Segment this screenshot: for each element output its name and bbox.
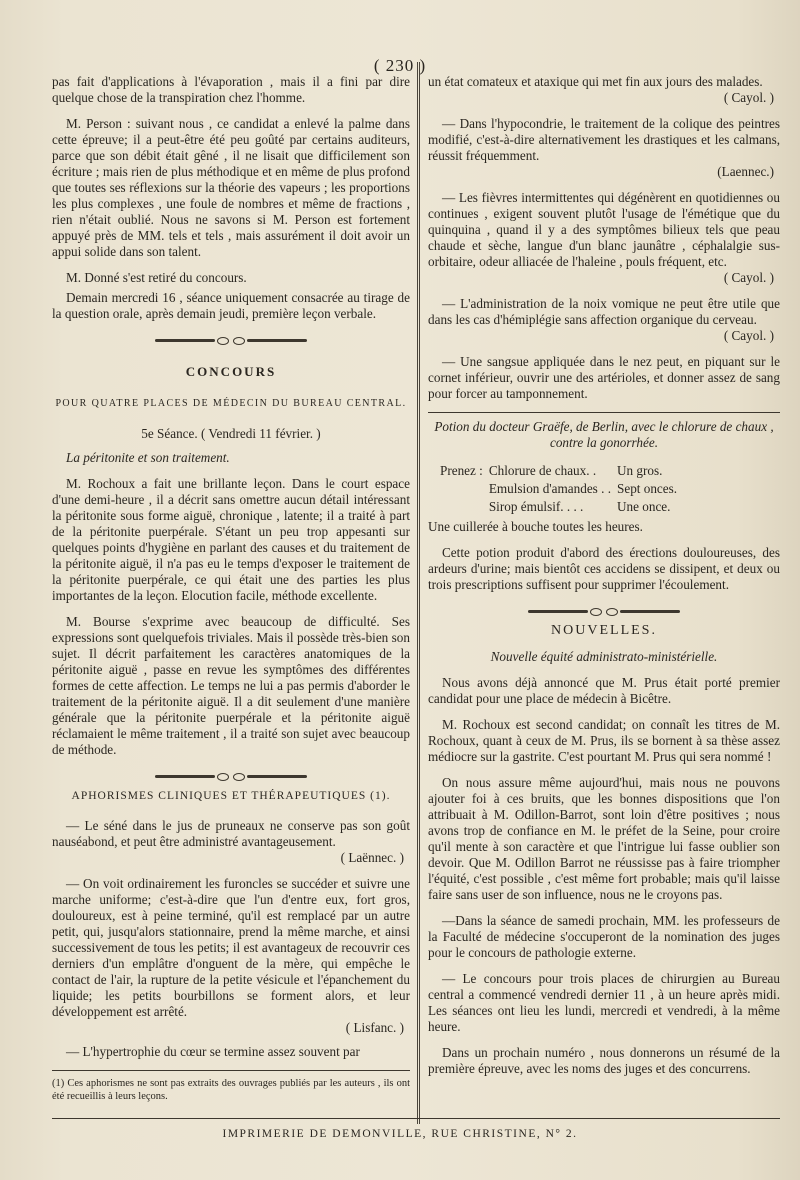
aphorism-paragraph: — Le séné dans le jus de pruneaux ne conserve pas son goût nauséabond, et peut être administré avantageusement. bbox=[52, 818, 410, 849]
recipe-table bbox=[440, 463, 683, 517]
recipe-row bbox=[440, 463, 683, 481]
paragraph: Dans un prochain numéro , nous donnerons un résumé de la première épreuve, avec les noms des juges et des concurrens. bbox=[428, 1045, 780, 1076]
paragraph: un état comateux et ataxique qui met fin aux jours des malades. bbox=[428, 74, 763, 89]
paragraph: Nous avons déjà annoncé que M. Prus était porté premier candidat pour une place de médecin à Bicêtre. bbox=[428, 675, 780, 706]
recipe-row bbox=[440, 481, 683, 499]
paragraph: M. Rochoux est second candidat; on connaît les titres de M. Rochoux, quant à ceux de M. Prus, ils se bornent à sa thèse assez médiocre sur la gastrite. C'est pourtant M. Prus qui sera nommé ! bbox=[428, 717, 780, 764]
section-title-nouvelles: NOUVELLES. bbox=[551, 623, 657, 638]
recipe-cell: Chlorure de chaux. . bbox=[488, 463, 597, 478]
paragraph: pas fait d'applications à l'évaporation , mais il a fini par dire quelque chose de la transpiration chez l'homme. bbox=[52, 74, 410, 105]
recipe-cell: Sirop émulsif. . . . bbox=[488, 499, 584, 514]
section-rule bbox=[428, 412, 780, 413]
section-subtitle: Nouvelle équité administrato-ministérielle. bbox=[490, 649, 718, 664]
recipe-note: Une cuillerée à bouche toutes les heures. bbox=[428, 519, 643, 534]
left-column bbox=[52, 74, 410, 1113]
recipe-cell: Sept onces. bbox=[617, 481, 678, 496]
recipe-cell: Emulsion d'amandes . . bbox=[488, 481, 611, 496]
bottom-rule bbox=[52, 1118, 780, 1119]
author-signature: ( Cayol. ) bbox=[723, 328, 774, 343]
aphorism-paragraph: — Dans l'hypocondrie, le traitement de la colique des peintres modifié, c'est-à-dire alternativement les drastiques et les calmans, réussit fréquemment. bbox=[428, 116, 780, 163]
aphorism-paragraph: — On voit ordinairement les furoncles se succéder et suivre une marche uniforme; c'est-à-dire que l'un d'entre eux, fort gros, douloureux, est à peine terminé, qu'il est remplacé par un autre petit, qui, jusqu'alors stationnaire, prend la même marche, et ainsi successivement de tous les petits; il est avantageux de recouvrir ces derniers d'un emplâtre d'onguent de la mère, qui empêche le contact de l'air, la rupture de la petite vésicule et l'épanchement du liquide; les petits bourbillons se forment alors, et leur développement est arrêté. bbox=[52, 876, 410, 1019]
aphorism-paragraph: — Les fièvres intermittentes qui dégénèrent en quotidiennes ou continues , exigent souvent plutôt l'usage de l'émétique que du quinquina , quand il y a des symptômes bilieux tels que peau chaude et sèche, langue d'un blanc jaunâtre , céphalalgie sus-orbitaire, odeur alliacée de l'haleine , pouls fréquent, etc. bbox=[428, 190, 780, 269]
footnote: (1) Ces aphorismes ne sont pas extraits des ouvrages publiés par les auteurs , ils ont été recueillis à leurs leçons. bbox=[52, 1078, 410, 1102]
recipe-cell: Une once. bbox=[617, 499, 671, 514]
recipe-cell bbox=[440, 499, 489, 517]
author-signature: ( Cayol. ) bbox=[723, 90, 774, 105]
recipe-cell bbox=[440, 481, 489, 499]
recipe-cell: Un gros. bbox=[617, 463, 663, 478]
right-column bbox=[428, 74, 780, 1087]
footnote-rule bbox=[52, 1070, 410, 1071]
recipe-title: Potion du docteur Graëfe, de Berlin, avec le chlorure de chaux , contre la gonorrhée. bbox=[434, 419, 774, 450]
author-signature: ( Laënnec. ) bbox=[340, 850, 404, 865]
paragraph-bourse: M. Bourse s'exprime avec beaucoup de difficulté. Ses expressions sont quelquefois triviales. Mais il possède très-bien son sujet. Il décrit parfaitement les caractères anatomiques de la péritonite aiguë , passe en revue les symptômes des différentes formes de cette affection. Le temps ne lui a pas permis d'aborder le traitement de la péritonite aiguë. Il a dit seulement d'une manière générale que la péritonite puerpérale et la péritonite aiguë réclamaient le même traitement , il a traité son sujet avec beaucoup de méthode. bbox=[52, 614, 410, 757]
paragraph: —Dans la séance de samedi prochain, MM. les professeurs de la Faculté de médecine s'occuperont de la nomination des juges pour le concours de pathologie externe. bbox=[428, 913, 780, 960]
imprint-line: IMPRIMERIE DE DEMONVILLE, RUE CHRISTINE, N° 2. bbox=[222, 1128, 578, 1140]
paragraph: — Le concours pour trois places de chirurgien au Bureau central a commencé vendredi dernier 11 , à un heure après midi. Les séances ont lieu les lundi, mercredi et vendredi, à la même heure. bbox=[428, 971, 780, 1034]
paragraph-person: M. Person : suivant nous , ce candidat a enlevé la palme dans cette épreuve; il a peut-être été peu goûté par certains auditeurs, parce que son débit était gêné , il ne lisait que difficilement son écriture ; mais rien de plus méthodique et en même de plus profond que toutes ses réflexions sur la théorie des vapeurs ; les proportions les plus complexes , une foule de nombres et même de fractions , rien n'était oublié. Nous ne savons si M. Person est fortement appuyé près de MM. tels et tels , mais assurément il doit avoir un appui solide dans son talent. bbox=[52, 116, 410, 259]
ornament-divider bbox=[52, 332, 410, 340]
page-number: ( 230 ) bbox=[373, 56, 427, 75]
seance-heading: 5e Séance. ( Vendredi 11 février. ) bbox=[141, 426, 321, 441]
ornament-divider bbox=[428, 603, 780, 611]
paragraph-donne: M. Donné s'est retiré du concours. bbox=[66, 270, 247, 285]
paragraph: Cette potion produit d'abord des érections douloureuses, des ardeurs d'urine; mais bientôt ces accidens se dissipent, et deux ou trois prescriptions suffisent pour supprimer l'écoulement. bbox=[428, 545, 780, 592]
section-subtitle: POUR QUATRE PLACES DE MÉDECIN DU BUREAU CENTRAL. bbox=[55, 398, 407, 409]
aphorism-paragraph: — Une sangsue appliquée dans le nez peut, en piquant sur le cornet inférieur, ouvrir une des artérioles, et donner assez de sang pour forcer au tamponnement. bbox=[428, 354, 780, 401]
author-signature: (Laennec.) bbox=[717, 164, 774, 179]
section-title-concours: CONCOURS bbox=[185, 364, 277, 379]
paragraph-rochoux: M. Rochoux a fait une brillante leçon. Dans le court espace d'une demi-heure , il a décrit sans omettre aucun détail intéressant la péritonite sous forme aiguë, chronique , latente; il a traité à part de la péritonite puerpérale. S'étant un peu trop appesanti sur quelques points d'hygiène en parlant des causes et du traitement de la péritonite aiguë, il n'a pas eu le temps d'exposer le traitement de la péritonite puerpérale, ce qui était une des parties les plus importantes de la leçon. Elocution facile, méthode excellente. bbox=[52, 476, 410, 603]
section-title-aphorismes: APHORISMES CLINIQUES ET THÉRAPEUTIQUES (1). bbox=[71, 790, 391, 802]
recipe-cell: Prenez : bbox=[440, 463, 483, 478]
paragraph: On nous assure même aujourd'hui, mais nous ne pouvons ajouter foi à ces bruits, que les bonnes dispositions que l'on attribuait à M. Odillon-Barrot, sont loin d'être positives ; nous avons trop de confiance en M. le préfet de la Seine, pour croire qu'il mente à son caractère et que l'intrigue lui fasse oublier son devoir. Que M. Odillon Barrot ne réussisse pas à faire triompher l'équité, c'est possible , c'est même fort probable; mais qu'il laisse faire sans user de son influence, nous ne le croyons pas. bbox=[428, 775, 780, 902]
ornament-divider bbox=[52, 768, 410, 776]
topic-heading: La péritonite et son traitement. bbox=[66, 450, 230, 465]
paragraph-demain: Demain mercredi 16 , séance uniquement consacrée au tirage de la question orale, après demain jeudi, première leçon verbale. bbox=[52, 290, 410, 321]
author-signature: ( Lisfanc. ) bbox=[345, 1020, 404, 1035]
aphorism-paragraph: — L'administration de la noix vomique ne peut être utile que dans les cas d'hémiplégie sans affection organique du cerveau. bbox=[428, 296, 780, 327]
aphorism-paragraph: — L'hypertrophie du cœur se termine assez souvent par bbox=[66, 1044, 360, 1059]
author-signature: ( Cayol. ) bbox=[723, 270, 774, 285]
column-divider bbox=[417, 62, 420, 1124]
recipe-row bbox=[440, 499, 683, 517]
